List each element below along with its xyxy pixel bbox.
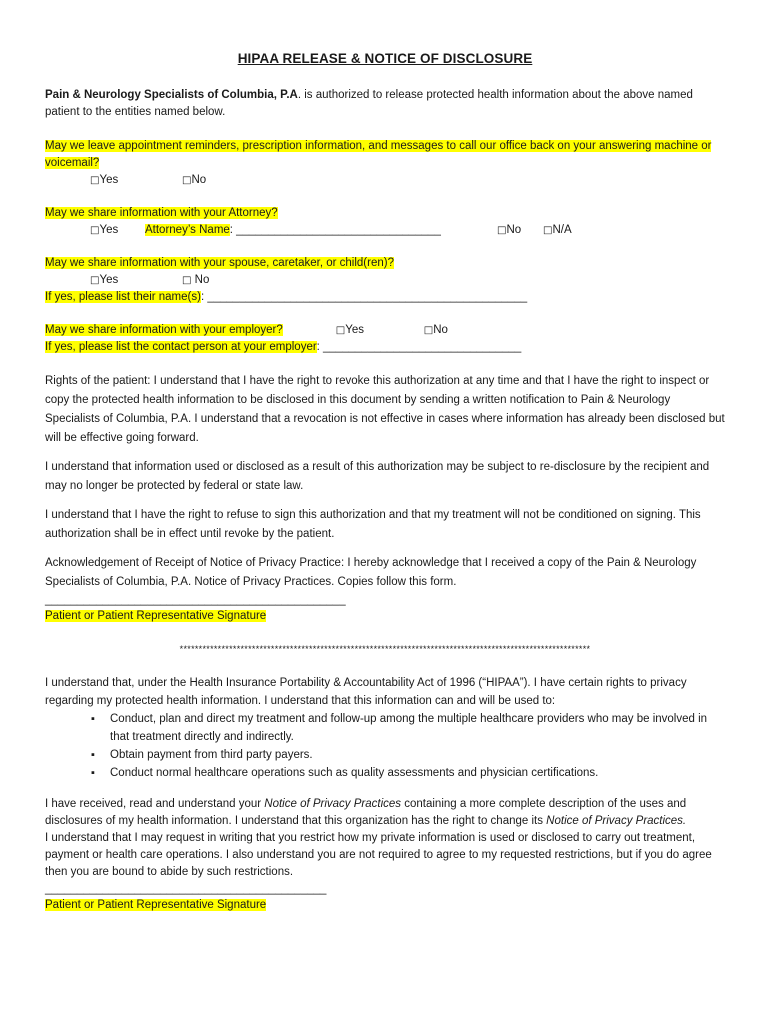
option-no[interactable]: □No: [497, 224, 522, 236]
signature-block-1[interactable]: [45, 593, 725, 625]
checkbox-icon: □: [423, 325, 434, 336]
attorney-name-field[interactable]: [145, 222, 497, 239]
family-names-field[interactable]: [45, 289, 725, 306]
organization-name: Pain & Neurology Specialists of Columbia, P.A: [45, 89, 298, 101]
question-voicemail: [45, 138, 725, 189]
hipaa-uses-list: [45, 710, 725, 782]
checkbox-icon: □: [90, 175, 100, 186]
checkbox-icon: □: [182, 175, 192, 186]
question-employer: [45, 322, 725, 356]
employer-contact-label: If yes, please list the contact person at your employer: [45, 341, 317, 353]
checkbox-icon: □: [497, 225, 507, 236]
question-employer-text: May we share information with your employer?: [45, 324, 283, 336]
option-na[interactable]: □N/A: [543, 224, 572, 236]
option-yes[interactable]: □Yes: [90, 174, 119, 186]
question-attorney-text: May we share information with your Attorney?: [45, 207, 278, 219]
question-family-options: [45, 272, 725, 289]
family-names-line: : __________________________________________________: [200, 291, 528, 303]
question-voicemail-text: May we leave appointment reminders, prescription information, and messages to call our office back on your answering machine or voicemail?: [45, 140, 712, 169]
option-yes[interactable]: □Yes: [335, 324, 364, 336]
question-family: [45, 255, 725, 306]
option-no[interactable]: □No: [423, 324, 448, 336]
signature-label: Patient or Patient Representative Signature: [45, 899, 267, 911]
document-title: HIPAA RELEASE & NOTICE OF DISCLOSURE: [237, 51, 533, 66]
question-voicemail-options: [45, 172, 725, 189]
option-no[interactable]: □ No: [182, 274, 210, 286]
checkbox-icon: □: [90, 225, 100, 236]
option-yes[interactable]: □Yes: [90, 274, 119, 286]
intro-paragraph: [45, 87, 725, 121]
family-names-label: If yes, please list their name(s): [45, 291, 201, 303]
rights-paragraph: Rights of the patient: I understand that I have the right to revoke this authorization at any time and that I have the right to inspect or copy the protected health information to be disclosed in this document by sending a written notification to Pain & Neurology Specialists of Columbia, P.A. I understand that a revocation is not effective in cases where information has already been disclosed but will be effective going forward.: [45, 375, 725, 444]
attorney-name-label: Attorney’s Name: [145, 224, 230, 236]
hipaa-paragraph: I understand that, under the Health Insurance Portability & Accountability Act of 1996 (“HIPAA”). I have certain rights to privacy regarding my protected health information. I understand that this information can and will be used to:: [45, 677, 687, 707]
employer-contact-field[interactable]: [45, 339, 725, 356]
separator-stars: ************************************************************************************************************: [179, 644, 591, 654]
redisclosure-paragraph: I understand that information used or disclosed as a result of this authorization may be subject to re-disclosure by the recipient and may no longer be protected by federal or state law.: [45, 461, 710, 492]
question-family-text: May we share information with your spouse, caretaker, or child(ren)?: [45, 257, 394, 269]
list-item: ▪ Conduct, plan and direct my treatment and follow-up among the multiple healthcare providers who may be involved in that treatment directly and indirectly.: [110, 710, 725, 746]
attorney-name-line: : ________________________________: [229, 224, 441, 236]
acknowledgement-paragraph: Acknowledgement of Receipt of Notice of Privacy Practice: I hereby acknowledge that I received a copy of the Pain & Neurology Specialists of Columbia, P.A. Notice of Privacy Practices. Copies follow this form.: [45, 557, 697, 588]
intro-text: . is authorized to release protected health information about the above named patient to the entities named below.: [45, 89, 693, 118]
checkbox-icon: □: [335, 325, 346, 336]
checkbox-icon: □: [182, 275, 192, 286]
option-no[interactable]: □No: [182, 174, 207, 186]
restrictions-paragraph: I understand that I may request in writing that you restrict how my private information is used or disclosed to carry out treatment, payment or health care operations. I also understand you are not required to agree to my requested restrictions, but if you do agree then you are bound to abide by such restrictions.: [45, 832, 712, 878]
question-attorney: [45, 205, 725, 239]
checkbox-icon: □: [90, 275, 100, 286]
question-attorney-options: [45, 222, 725, 239]
notice-paragraph: I have received, read and understand your Notice of Privacy Practices containing a more complete description of the uses and disclosures of my health information. I understand that this organization has the right to change its Notice of Privacy Practices.: [45, 798, 687, 827]
signature-label: Patient or Patient Representative Signature: [45, 610, 267, 622]
employer-contact-line: : _______________________________: [316, 341, 522, 353]
signature-line: ____________________________________________: [45, 883, 327, 895]
refuse-paragraph: I understand that I have the right to refuse to sign this authorization and that my treatment will not be conditioned on signing. This authorization shall be in effect until revoke by the patient.: [45, 509, 701, 540]
document-page: [45, 50, 725, 914]
checkbox-icon: □: [543, 225, 553, 236]
list-item: ▪ Obtain payment from third party payers.: [110, 746, 725, 764]
signature-block-2[interactable]: [45, 882, 725, 914]
option-yes[interactable]: □Yes: [90, 224, 119, 236]
list-item: ▪ Conduct normal healthcare operations such as quality assessments and physician certifications.: [110, 764, 725, 782]
signature-line: _______________________________________________: [45, 594, 346, 606]
